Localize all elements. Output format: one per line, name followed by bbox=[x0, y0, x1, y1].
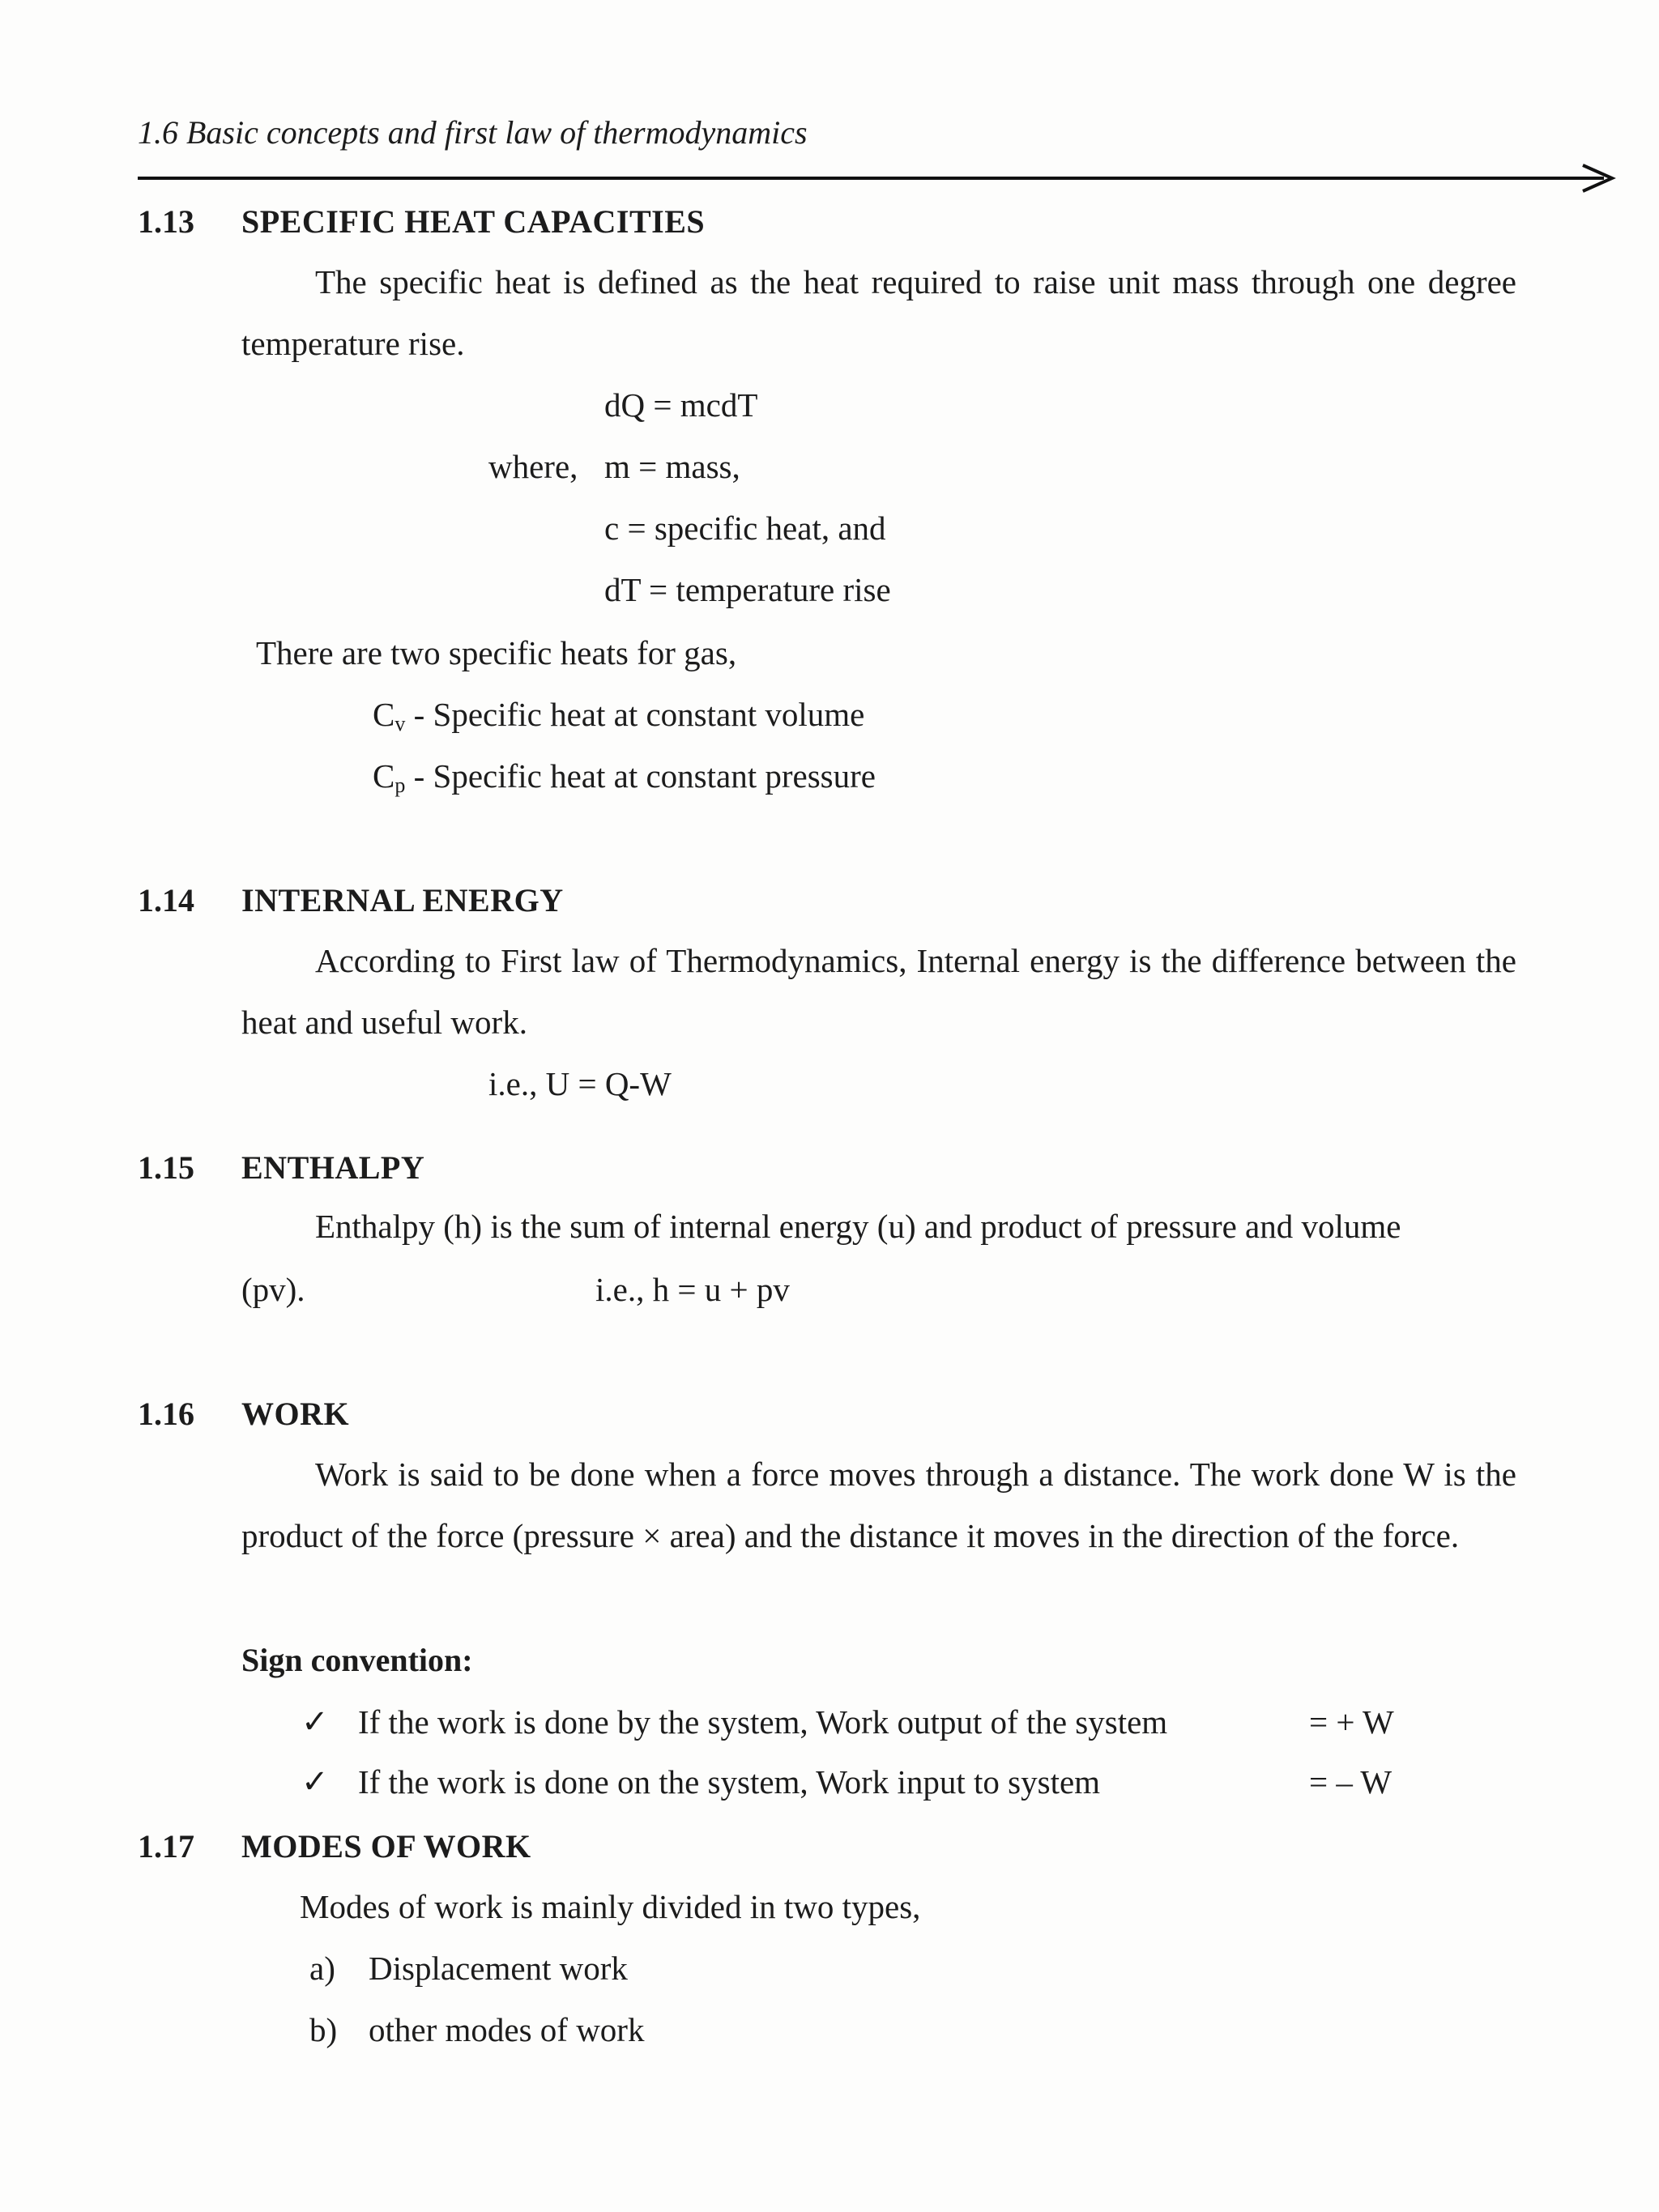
check-icon: ✓ bbox=[301, 1703, 329, 1740]
where-item: c = specific heat, and bbox=[604, 509, 886, 547]
section-title: SPECIFIC HEAT CAPACITIES bbox=[241, 203, 706, 240]
section-title: MODES OF WORK bbox=[241, 1828, 531, 1865]
sign-item-value: = – W bbox=[1309, 1763, 1392, 1801]
equation: i.e., h = u + pv bbox=[595, 1271, 790, 1308]
list-item: Displacement work bbox=[369, 1950, 628, 1987]
sign-convention-heading: Sign convention: bbox=[241, 1642, 473, 1678]
where-item: m = mass, bbox=[604, 448, 740, 485]
paragraph: The specific heat is defined as the heat required to raise unit mass through one degree temperature rise. bbox=[241, 263, 1516, 362]
section-number: 1.17 bbox=[138, 1828, 194, 1865]
specific-heat-item: $C_p$ - Specific heat at constant pressure bbox=[373, 757, 876, 797]
where-label: where, bbox=[488, 448, 578, 485]
paragraph: According to First law of Thermodynamics, Internal energy is the difference between the heat and useful work. bbox=[241, 942, 1516, 1041]
paragraph-line: (pv). bbox=[241, 1271, 305, 1308]
section-number: 1.14 bbox=[138, 882, 194, 918]
running-header: 1.6 Basic concepts and first law of thermodynamics bbox=[138, 114, 808, 151]
section-title: INTERNAL ENERGY bbox=[241, 882, 564, 918]
equation: dQ = mcdT bbox=[604, 386, 758, 424]
check-icon: ✓ bbox=[301, 1763, 329, 1800]
sign-item-value: = + W bbox=[1309, 1703, 1394, 1741]
paragraph-line: Enthalpy (h) is the sum of internal energy (u) and product of pressure and volume bbox=[315, 1208, 1401, 1245]
list-marker: a) bbox=[309, 1950, 335, 1987]
equation: i.e., U = Q-W bbox=[488, 1065, 672, 1102]
list-marker: b) bbox=[309, 2011, 338, 2048]
section-number: 1.16 bbox=[138, 1396, 194, 1432]
section-number: 1.15 bbox=[138, 1149, 194, 1186]
section-title: WORK bbox=[241, 1396, 350, 1432]
header-rule bbox=[138, 177, 1604, 180]
section-number: 1.13 bbox=[138, 203, 194, 240]
paragraph: Work is said to be done when a force moves through a distance. The work done W is the product of the force (pressure × area) and the distance it moves in the direction of the force. bbox=[241, 1455, 1516, 1554]
intro-text: Modes of work is mainly divided in two types, bbox=[300, 1888, 921, 1925]
list-item: other modes of work bbox=[369, 2011, 645, 2048]
section-title: ENTHALPY bbox=[241, 1149, 425, 1186]
specific-heat-item: $C_v$ - Specific heat at constant volume bbox=[373, 696, 865, 735]
intro-text: There are two specific heats for gas, bbox=[256, 634, 737, 671]
arrow-right-icon bbox=[1580, 162, 1617, 194]
sign-item-text: If the work is done on the system, Work input to system bbox=[358, 1763, 1101, 1801]
sign-item-text: If the work is done by the system, Work output of the system bbox=[358, 1703, 1168, 1741]
where-item: dT = temperature rise bbox=[604, 571, 891, 608]
